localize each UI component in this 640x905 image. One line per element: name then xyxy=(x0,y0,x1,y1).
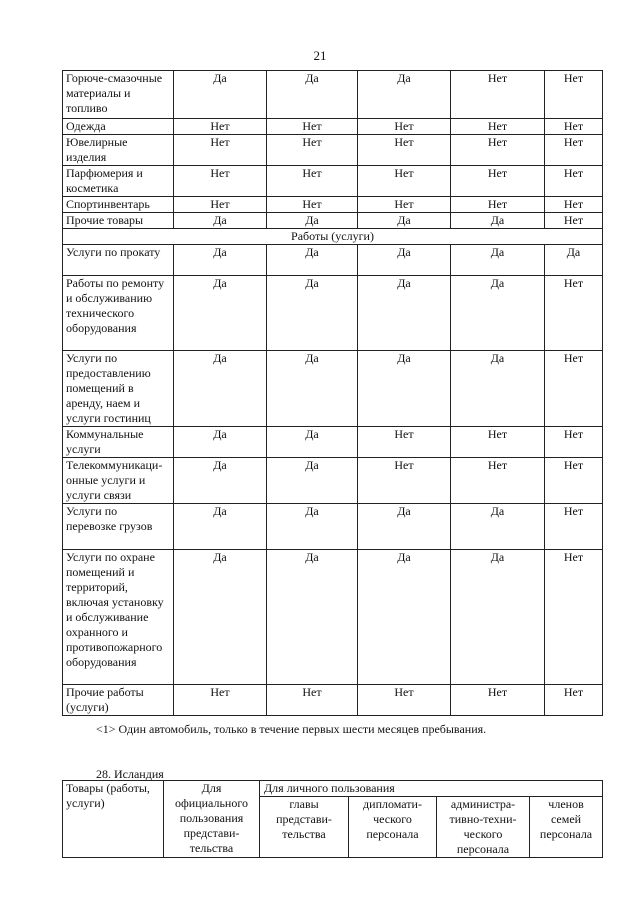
cell-value: Нет xyxy=(174,197,267,213)
cell-value: Нет xyxy=(267,135,358,166)
table-row xyxy=(63,119,603,135)
table-row xyxy=(63,213,603,229)
table-row xyxy=(63,245,603,276)
cell-value: Да xyxy=(451,245,545,276)
section-title: Работы (услуги) xyxy=(63,229,603,245)
col-personal-header: Для личного пользования xyxy=(260,781,603,797)
cell-value: Нет xyxy=(451,119,545,135)
cell-value: Нет xyxy=(358,685,451,716)
cell-value: Да xyxy=(267,213,358,229)
footnote: <1> Один автомобиль, только в течение первых шести месяцев пребывания. xyxy=(96,722,487,736)
cell-value: Да xyxy=(358,71,451,119)
cell-value: Нет xyxy=(451,71,545,119)
row-label: Услуги по предоставлению помещений в аренду, наем и услуги гостиниц xyxy=(63,351,174,427)
cell-value: Нет xyxy=(545,550,603,685)
cell-value: Да xyxy=(451,550,545,685)
row-label: Ювелирные изделия xyxy=(63,135,174,166)
cell-value: Нет xyxy=(267,197,358,213)
cell-value: Нет xyxy=(545,197,603,213)
cell-value: Да xyxy=(451,276,545,351)
goods-services-table xyxy=(62,70,603,716)
cell-value: Нет xyxy=(358,458,451,504)
row-label: Парфюмерия и косметика xyxy=(63,166,174,197)
cell-value: Нет xyxy=(267,119,358,135)
table-row xyxy=(63,685,603,716)
cell-value: Нет xyxy=(174,166,267,197)
section-row xyxy=(63,229,603,245)
table-row xyxy=(63,504,603,550)
table-row xyxy=(63,458,603,504)
cell-value: Да xyxy=(267,427,358,458)
cell-value: Да xyxy=(174,458,267,504)
cell-value: Да xyxy=(358,504,451,550)
cell-value: Да xyxy=(267,351,358,427)
cell-value: Нет xyxy=(267,685,358,716)
cell-value: Нет xyxy=(358,135,451,166)
cell-value: Нет xyxy=(451,458,545,504)
row-label: Коммунальные услуги xyxy=(63,427,174,458)
cell-value: Да xyxy=(358,550,451,685)
col-goods-header: Товары (работы, услуги) xyxy=(63,781,164,858)
row-label: Услуги по прокату xyxy=(63,245,174,276)
cell-value: Да xyxy=(174,245,267,276)
sub-header-head: главы представи-тельства xyxy=(260,797,349,858)
cell-value: Нет xyxy=(451,197,545,213)
cell-value: Да xyxy=(174,351,267,427)
cell-value: Да xyxy=(174,71,267,119)
cell-value: Да xyxy=(358,276,451,351)
cell-value: Да xyxy=(545,245,603,276)
cell-value: Нет xyxy=(545,276,603,351)
cell-value: Да xyxy=(358,245,451,276)
cell-value: Нет xyxy=(451,427,545,458)
cell-value: Нет xyxy=(451,135,545,166)
cell-value: Да xyxy=(267,245,358,276)
cell-value: Да xyxy=(267,458,358,504)
cell-value: Нет xyxy=(545,427,603,458)
cell-value: Да xyxy=(267,550,358,685)
cell-value: Нет xyxy=(451,685,545,716)
cell-value: Нет xyxy=(358,119,451,135)
cell-value: Нет xyxy=(545,135,603,166)
table-row xyxy=(63,550,603,685)
table-row xyxy=(63,71,603,119)
row-label: Услуги по охране помещений и территорий, включая установку и обслуживание охранного и противопожарного оборудования xyxy=(63,550,174,685)
sub-header-diplomatic: дипломати-ческого персонала xyxy=(349,797,437,858)
row-label: Телекоммуникаци-онные услуги и услуги связи xyxy=(63,458,174,504)
cell-value: Да xyxy=(174,427,267,458)
cell-value: Нет xyxy=(545,213,603,229)
cell-value: Нет xyxy=(358,197,451,213)
cell-value: Да xyxy=(451,351,545,427)
cell-value: Нет xyxy=(545,504,603,550)
table-row xyxy=(63,427,603,458)
cell-value: Да xyxy=(267,276,358,351)
cell-value: Да xyxy=(174,550,267,685)
row-label: Прочие товары xyxy=(63,213,174,229)
cell-value: Нет xyxy=(451,166,545,197)
cell-value: Да xyxy=(174,276,267,351)
row-label: Спортинвентарь xyxy=(63,197,174,213)
iceland-table xyxy=(62,780,603,858)
row-label: Работы по ремонту и обслуживанию технического оборудования xyxy=(63,276,174,351)
cell-value: Нет xyxy=(545,119,603,135)
table-row xyxy=(63,135,603,166)
cell-value: Нет xyxy=(545,685,603,716)
cell-value: Нет xyxy=(174,119,267,135)
cell-value: Нет xyxy=(358,427,451,458)
cell-value: Да xyxy=(174,504,267,550)
table-row xyxy=(63,351,603,427)
sub-header-family: членов семей персонала xyxy=(530,797,603,858)
section-heading: 28. Исландия xyxy=(96,767,164,781)
row-label: Услуги по перевозке грузов xyxy=(63,504,174,550)
sub-header-admin: администра-тивно-техни-ческого персонала xyxy=(437,797,530,858)
cell-value: Да xyxy=(451,213,545,229)
table-row xyxy=(63,166,603,197)
cell-value: Нет xyxy=(545,166,603,197)
cell-value: Нет xyxy=(545,458,603,504)
cell-value: Да xyxy=(451,504,545,550)
row-label: Прочие работы (услуги) xyxy=(63,685,174,716)
row-label: Горюче-смазочные материалы и топливо xyxy=(63,71,174,119)
row-label: Одежда xyxy=(63,119,174,135)
cell-value: Да xyxy=(358,213,451,229)
cell-value: Да xyxy=(358,351,451,427)
cell-value: Да xyxy=(174,213,267,229)
cell-value: Нет xyxy=(545,351,603,427)
table-row xyxy=(63,197,603,213)
col-official-header: Для официального пользования представи-тельства xyxy=(164,781,260,858)
page-number: 21 xyxy=(313,48,327,63)
cell-value: Нет xyxy=(174,685,267,716)
cell-value: Нет xyxy=(174,135,267,166)
cell-value: Нет xyxy=(545,71,603,119)
table-row xyxy=(63,276,603,351)
cell-value: Нет xyxy=(267,166,358,197)
cell-value: Да xyxy=(267,71,358,119)
cell-value: Нет xyxy=(358,166,451,197)
cell-value: Да xyxy=(267,504,358,550)
